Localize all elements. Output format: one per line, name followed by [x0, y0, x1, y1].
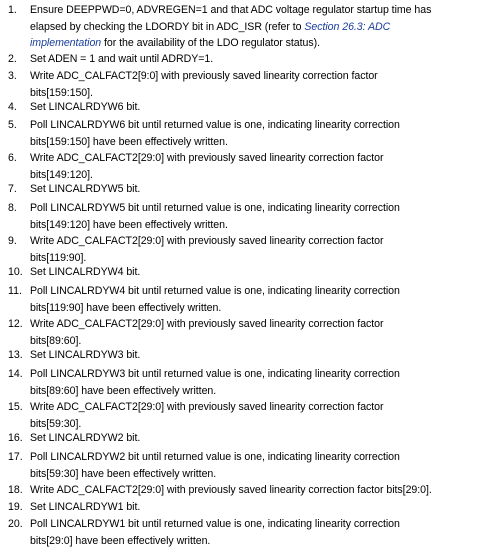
step-text: Write ADC_CALFACT2[29:0] with previously saved linearity correction factor bits[149:120]. [30, 152, 384, 181]
step-item [0, 430, 493, 447]
step-number: 15. [8, 401, 23, 413]
step-number: 8. [8, 202, 17, 214]
step-number: 5. [8, 119, 17, 131]
step-number: 18. [8, 484, 23, 496]
step-item [0, 181, 493, 198]
step-number: 11. [8, 285, 22, 297]
step-number: 20. [8, 518, 23, 530]
step-item [0, 366, 493, 399]
step-number: 6. [8, 152, 17, 164]
step-text-line: elapsed by checking the LDORDY bit in ADC_ISR (refer to [30, 20, 305, 33]
step-text: Poll LINCALRDYW1 bit until returned value is one, indicating linearity correction bits[29:0] have been effectively written. [30, 518, 400, 547]
step-item [0, 347, 493, 364]
step-item [0, 264, 493, 281]
step-text-line: Ensure DEEPPWD=0, ADVREGEN=1 and that ADC voltage regulator startup time has [30, 4, 432, 16]
step-number: 2. [8, 53, 17, 65]
step-text: Write ADC_CALFACT2[29:0] with previously saved linearity correction factor bits[59:30]. [30, 401, 384, 430]
step-text: Set LINCALRDYW4 bit. [30, 266, 141, 278]
step-text: Write ADC_CALFACT2[29:0] with previously saved linearity correction factor bits[89:60]. [30, 318, 384, 347]
step-item [0, 68, 493, 101]
step-text: Set LINCALRDYW6 bit. [30, 101, 141, 113]
section-link[interactable]: Section 26.3: ADC [304, 20, 391, 33]
step-text: Set LINCALRDYW5 bit. [30, 183, 141, 195]
step-text-line: for the availability of the LDO regulator status). [101, 37, 320, 49]
step-item [0, 51, 493, 68]
step-text: Set LINCALRDYW3 bit. [30, 349, 141, 361]
step-text: Poll LINCALRDYW5 bit until returned value is one, indicating linearity correction bits[149:120] have been effectively written. [30, 202, 400, 231]
step-text: Set ADEN = 1 and wait until ADRDY=1. [30, 53, 214, 65]
step-number: 4. [8, 101, 17, 113]
step-number: 17. [8, 451, 23, 463]
step-text: Write ADC_CALFACT2[29:0] with previously saved linearity correction factor bits[119:90]. [30, 235, 384, 264]
step-number: 13. [8, 349, 23, 361]
step-item [0, 399, 493, 432]
step-text: Write ADC_CALFACT2[29:0] with previously saved linearity correction factor bits[29:0]. [30, 484, 432, 496]
step-item [0, 316, 493, 349]
step-text: Poll LINCALRDYW6 bit until returned value is one, indicating linearity correction bits[159:150] have been effectively written. [30, 119, 400, 148]
step-item [0, 99, 493, 116]
step-item [0, 150, 493, 183]
step-text: Write ADC_CALFACT2[9:0] with previously saved linearity correction factor bits[159:150]. [30, 70, 378, 99]
section-link-continued[interactable]: implementation [30, 37, 102, 49]
step-text: Poll LINCALRDYW3 bit until returned value is one, indicating linearity correction bits[89:60] have been effectively written. [30, 368, 400, 397]
step-item [0, 2, 493, 52]
step-number: 10. [8, 266, 23, 278]
step-number: 9. [8, 235, 17, 247]
step-number: 7. [8, 183, 17, 195]
step-number: 1. [8, 4, 17, 16]
step-item [0, 117, 493, 150]
step-item [0, 449, 493, 482]
step-number: 12. [8, 318, 23, 330]
step-item [0, 283, 493, 316]
step-number: 3. [8, 70, 17, 82]
step-text: Poll LINCALRDYW4 bit until returned value is one, indicating linearity correction bits[119:90] have been effectively written. [30, 285, 400, 314]
step-text: Poll LINCALRDYW2 bit until returned value is one, indicating linearity correction bits[59:30] have been effectively written. [30, 451, 400, 480]
step-item [0, 516, 493, 549]
step-number: 14. [8, 368, 23, 380]
step-text: Set LINCALRDYW1 bit. [30, 501, 141, 513]
step-text: Set LINCALRDYW2 bit. [30, 432, 141, 444]
step-number: 16. [8, 432, 23, 444]
step-item [0, 233, 493, 266]
step-item [0, 499, 493, 516]
step-item [0, 200, 493, 233]
step-text [30, 2, 492, 52]
step-number: 19. [8, 501, 23, 513]
step-item [0, 482, 493, 499]
